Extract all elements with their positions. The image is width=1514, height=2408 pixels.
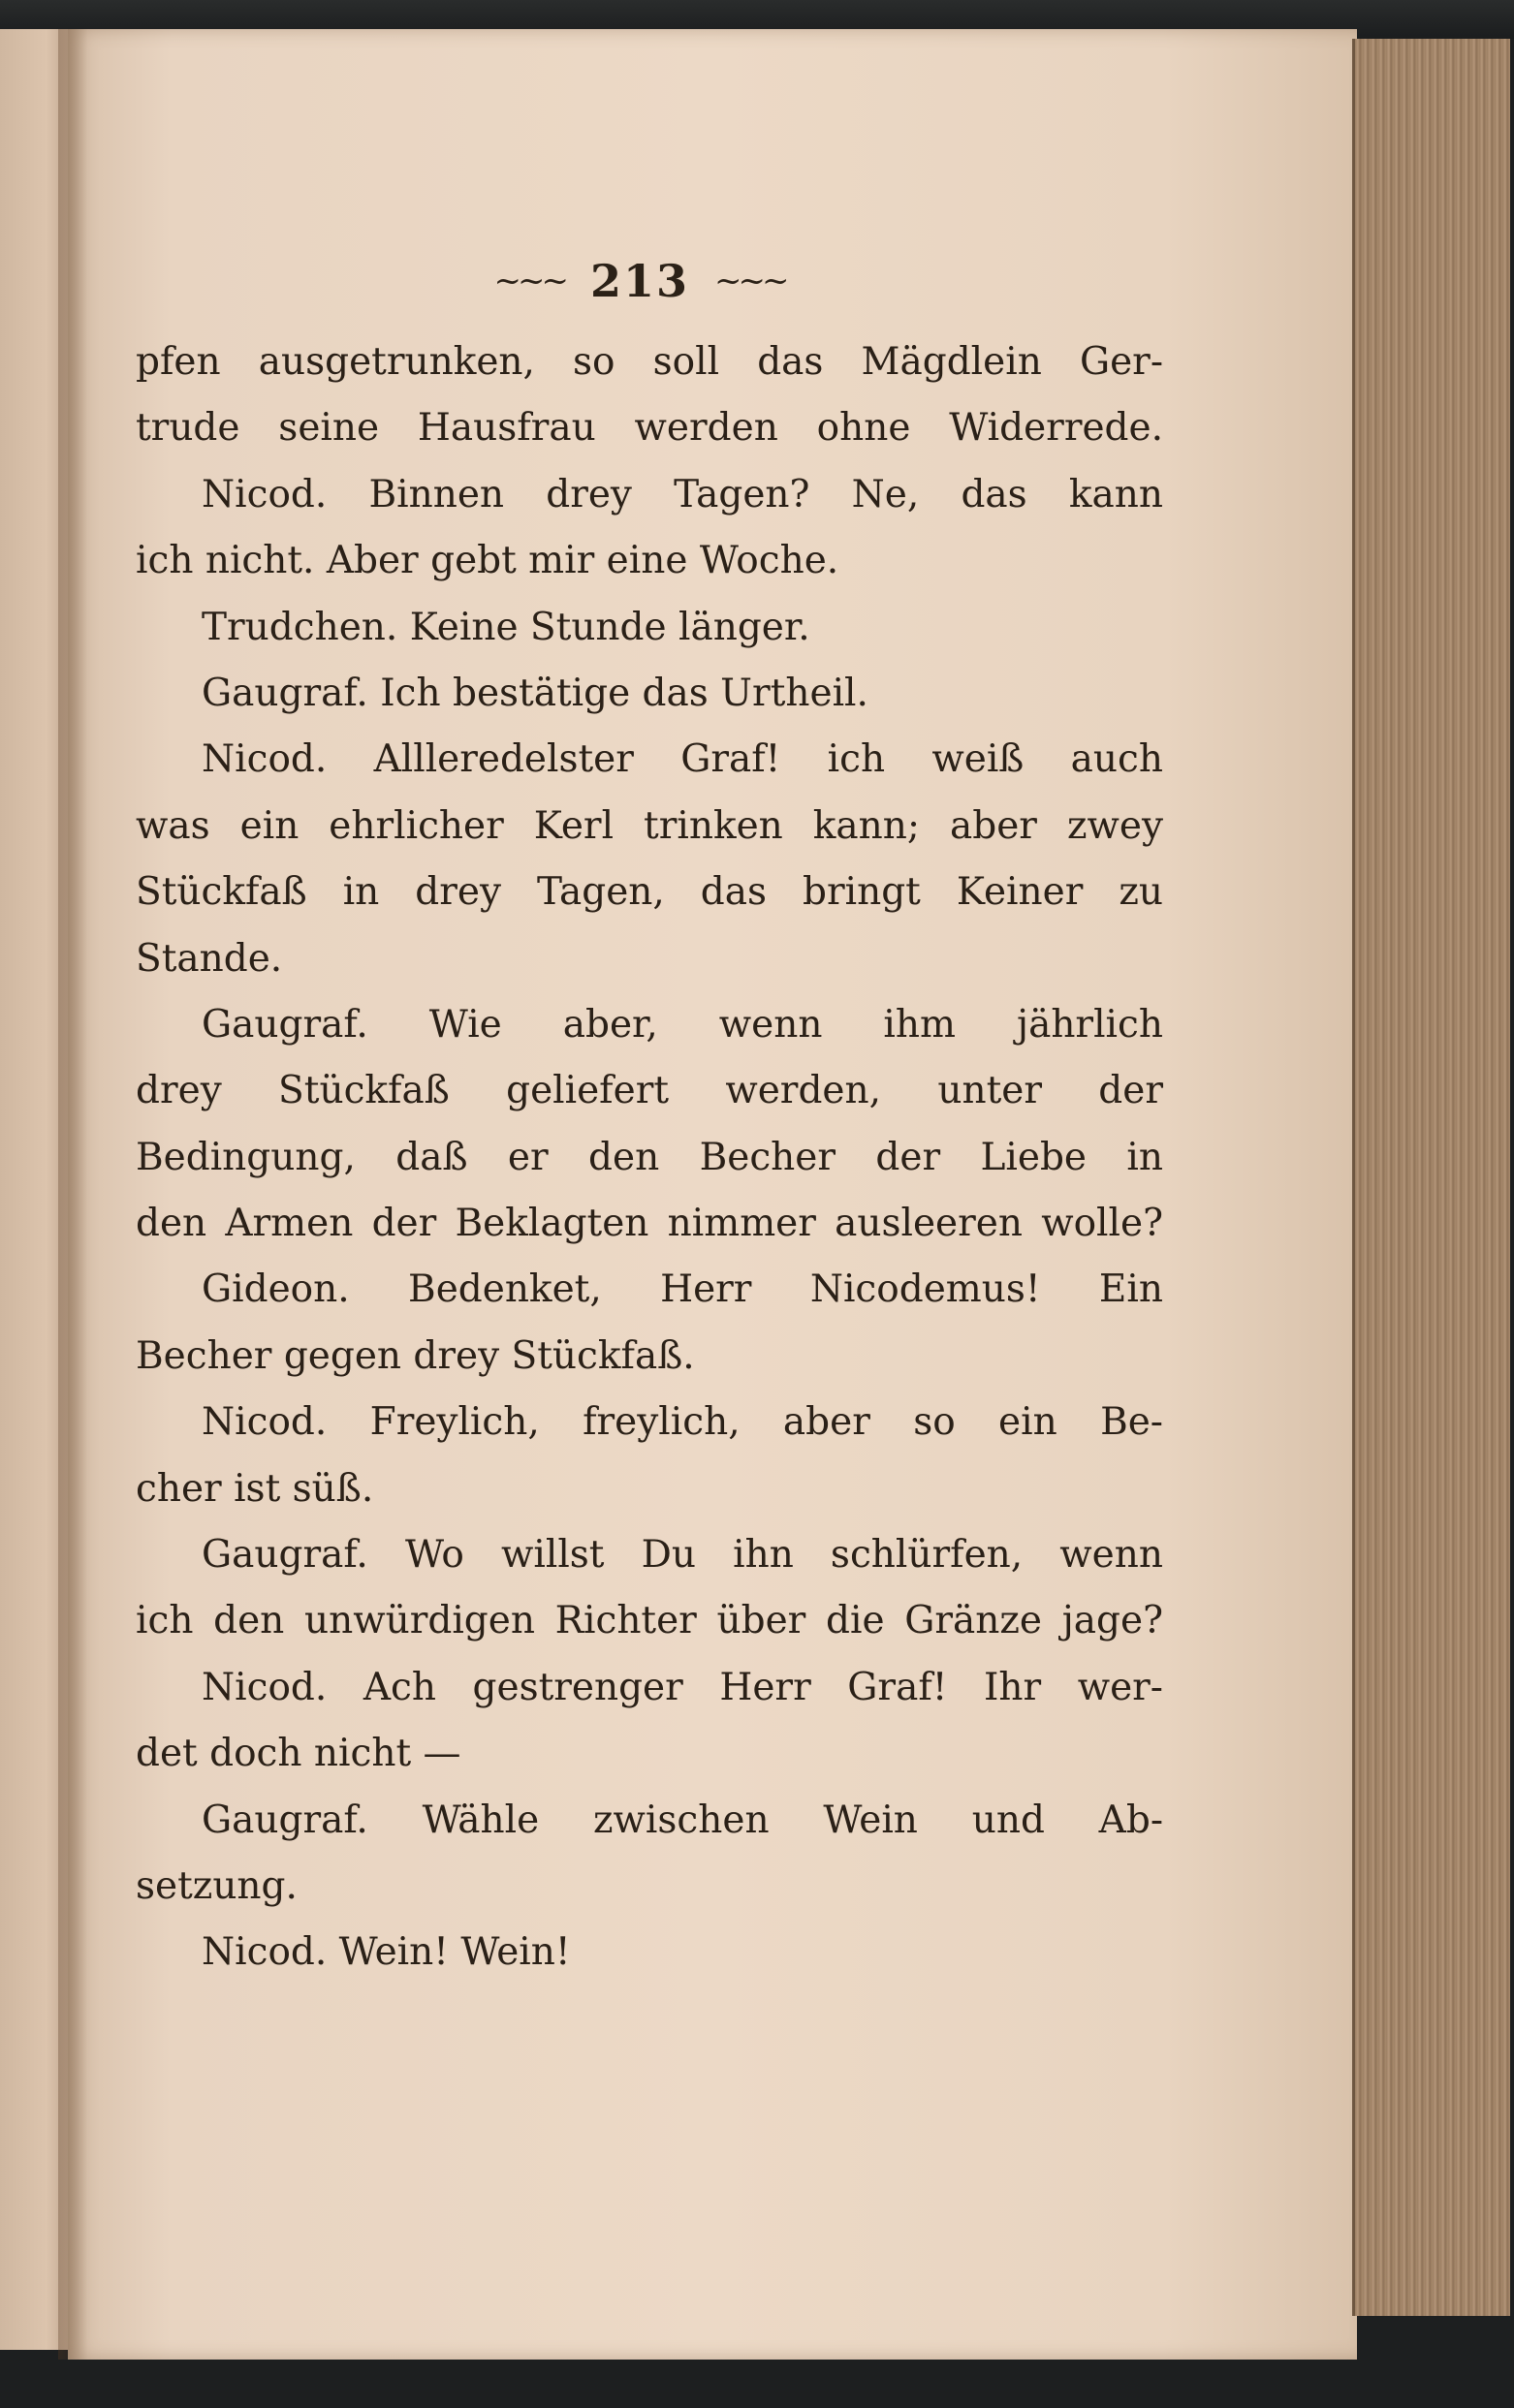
text-line: Gaugraf. Ich bestätige das Urtheil. <box>202 671 868 715</box>
text-line: setzung. <box>136 1863 298 1908</box>
body-text <box>136 329 1163 1986</box>
header-ornament-left: ~~~ <box>493 262 565 300</box>
text-line: Gaugraf. Wo willst Du ihn schlürfen, wenn <box>202 1533 1163 1578</box>
text-line: Stückfaß in drey Tagen, das bringt Keiner zu <box>136 870 1163 915</box>
spine-shadow <box>58 29 87 2360</box>
text-line: drey Stückfaß geliefert werden, unter der <box>136 1069 1163 1113</box>
text-line: Nicod. Allleredelster Graf! ich weiß auch <box>202 737 1163 782</box>
text-line: Trudchen. Keine Stunde länger. <box>202 605 810 649</box>
running-header <box>456 252 824 310</box>
page-block-edges <box>1352 39 1510 2316</box>
text-line: Gaugraf. Wie aber, wenn ihm jährlich <box>202 1002 1163 1047</box>
text-line: trude seine Hausfrau werden ohne Widerrede. <box>136 406 1163 451</box>
text-line: cher ist süß. <box>136 1466 374 1511</box>
text-line: det doch nicht — <box>136 1732 461 1776</box>
text-line: Becher gegen drey Stückfaß. <box>136 1333 695 1378</box>
text-line: Nicod. Freylich, freylich, aber so ein Be- <box>202 1400 1163 1445</box>
header-ornament-right: ~~~ <box>714 262 786 300</box>
text-line: pfen ausgetrunken, so soll das Mägdlein Ger- <box>136 340 1163 384</box>
text-line: Gaugraf. Wähle zwischen Wein und Ab- <box>202 1798 1163 1842</box>
text-line: Nicod. Wein! Wein! <box>202 1930 571 1975</box>
text-line: Bedingung, daß er den Becher der Liebe in <box>136 1135 1163 1179</box>
text-line: ich nicht. Aber gebt mir eine Woche. <box>136 539 839 583</box>
text-line: Stande. <box>136 936 283 981</box>
text-line: Nicod. Ach gestrenger Herr Graf! Ihr wer- <box>202 1665 1163 1709</box>
page-number: 213 <box>589 255 690 307</box>
text-line: den Armen der Beklagten nimmer ausleeren wolle? <box>136 1202 1163 1246</box>
text-line: Gideon. Bedenket, Herr Nicodemus! Ein <box>202 1267 1163 1312</box>
text-line: Nicod. Binnen drey Tagen? Ne, das kann <box>202 472 1163 516</box>
text-line: ich den unwürdigen Richter über die Gränze jage? <box>136 1599 1163 1643</box>
text-line: was ein ehrlicher Kerl trinken kann; aber zwey <box>136 803 1163 848</box>
